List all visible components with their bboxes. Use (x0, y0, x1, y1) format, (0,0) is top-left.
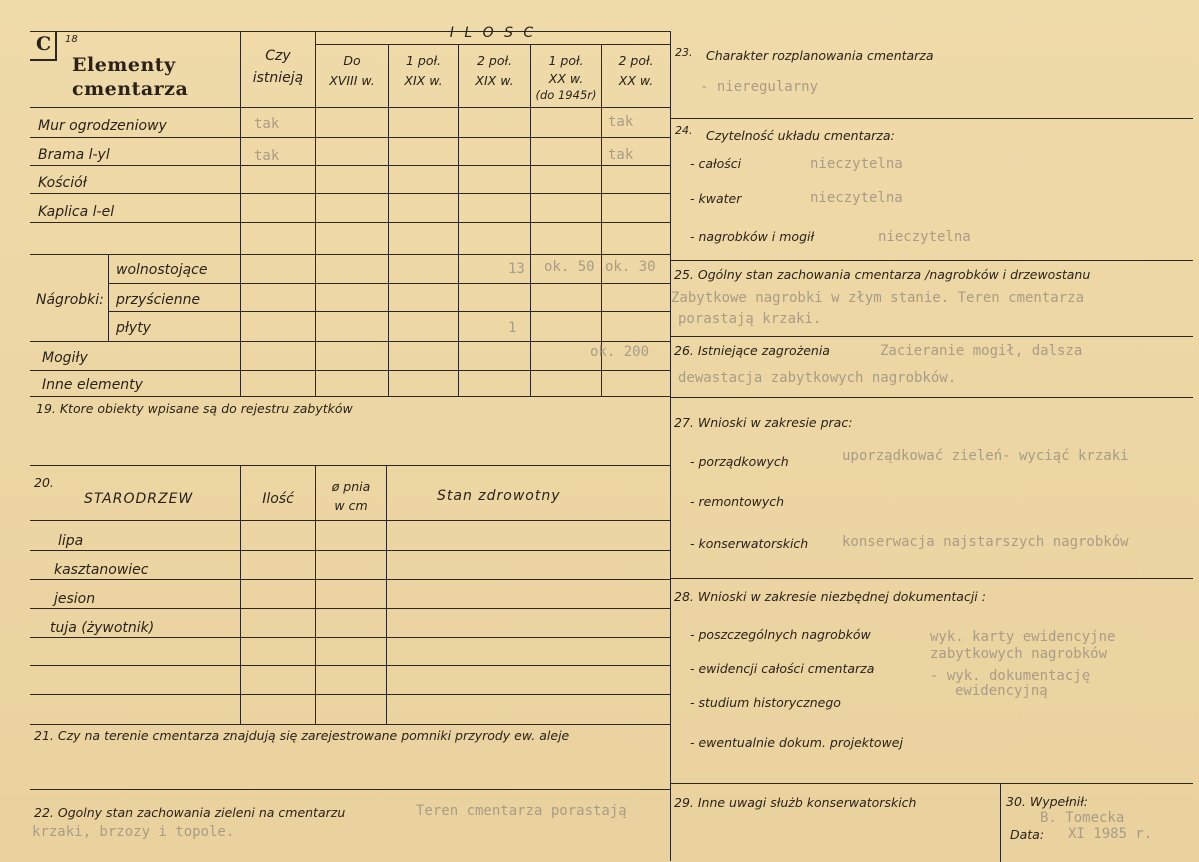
col-do-1: Do (343, 53, 361, 68)
row-rule (30, 222, 670, 223)
tree-tuja: tuja (żywotnik) (50, 620, 155, 636)
code-number: 18 (65, 34, 78, 45)
q20-col-stan-label: Stan zdrowotny (437, 488, 561, 504)
q30-label: 30. Wypełnił: (1006, 794, 1089, 809)
col-1p20-2: XX w. (548, 71, 584, 86)
q27-label: 27. Wnioski w zakresie prac: (674, 415, 853, 430)
q25-answer-1: Zabytkowe nagrobki w złym stanie. Teren cmentarza (671, 290, 1085, 306)
r-rule-24 (670, 260, 1193, 261)
q21-label: 21. Czy na terenie cmentarza znajdują się zarejestrowane pomniki przyrody ew. aleje (34, 728, 570, 743)
col-do-2: XVIII w. (329, 73, 375, 88)
row-rule (30, 396, 670, 397)
q28-label: 28. Wnioski w zakresie niezbędnej dokumentacji : (674, 589, 986, 604)
q27-porz-answer: uporządkować zieleń- wyciąć krzaki (842, 448, 1129, 464)
value-mogily: ok. 200 (590, 344, 650, 360)
code-letter: C (36, 33, 52, 55)
q20-col-ilosc-label: Ilość (262, 491, 294, 507)
row-rule (108, 311, 670, 312)
value-mur-czy: tak (254, 116, 280, 132)
q23-number: 23. (675, 46, 693, 59)
q25-answer-2: porastają krzaki. (678, 311, 822, 327)
tree-lipa: lipa (58, 533, 84, 549)
q24-nagrobkow: - nagrobków i mogił (690, 229, 815, 244)
row-rule (30, 193, 670, 194)
q20-row-rule (30, 579, 670, 580)
r-rule-26 (670, 397, 1193, 398)
label-kaplica: Kaplica l-el (38, 204, 115, 220)
q28-studium: - studium historycznego (690, 695, 841, 710)
q20-number: 20. (34, 475, 54, 490)
q26-answer-1: Zacieranie mogił, dalsza (880, 343, 1083, 359)
tree-jesion: jesion (54, 591, 96, 607)
q24-number: 24. (675, 124, 693, 137)
q28-ewid-answer-2: ewidencyjną (955, 683, 1048, 699)
q20-col-pnia-1: ø pnia (331, 479, 371, 494)
q28-ewid: - ewidencji całości cmentarza (690, 661, 875, 676)
value-wolno-2p19: 13 (508, 261, 525, 277)
q30-date-label: Data: (1010, 827, 1045, 842)
col-2p19-2: XIX w. (475, 73, 514, 88)
q24-kwater-answer: nieczytelna (810, 190, 903, 206)
q20-row-rule (30, 637, 670, 638)
q26-answer-2: dewastacja zabytkowych nagrobków. (678, 370, 957, 386)
label-mogily: Mogiły (42, 350, 88, 366)
value-wolno-2p20: ok. 30 (605, 259, 656, 275)
q28-ewent: - ewentualnie dokum. projektowej (690, 735, 903, 750)
q26-label: 26. Istniejące zagrożenia (674, 343, 830, 358)
r-rule-28 (670, 783, 1193, 784)
q20-row-rule (30, 550, 670, 551)
q27-rem: - remontowych (690, 494, 785, 509)
q28-ewid-answer-1: - wyk. dokumentację (930, 668, 1091, 684)
col-2p19-1: 2 poł. (476, 53, 513, 68)
row-rule (30, 137, 670, 138)
col-1p19-2: XIX w. (404, 73, 443, 88)
row-rule (30, 165, 670, 166)
q20-row-rule (30, 608, 670, 609)
col-czy-2: istnieją (252, 70, 304, 86)
title-line2: cmentarza (72, 78, 189, 100)
col-rule-1p19 (388, 44, 389, 397)
value-plyty-2p19: 1 (508, 320, 517, 336)
q22-answer-2: krzaki, brzozy i topole. (32, 824, 235, 840)
label-plyty: płyty (116, 320, 151, 336)
q23-answer: - nieregularny (700, 79, 819, 95)
q28-poszcz-answer-2: zabytkowych nagrobków (930, 646, 1108, 662)
q21-rule (30, 789, 670, 790)
ilosc-rule (315, 44, 670, 45)
q24-nagrobkow-answer: nieczytelna (878, 229, 971, 245)
q30-date: XI 1985 r. (1068, 826, 1153, 842)
q23-label: Charakter rozplanowania cmentarza (706, 48, 934, 63)
q24-calosci-answer: nieczytelna (810, 156, 903, 172)
q24-kwater: - kwater (690, 191, 742, 206)
col-1p20-1: 1 poł. (548, 53, 584, 68)
col-1p19-1: 1 poł. (405, 53, 442, 68)
label-kosciol: Kościół (38, 175, 87, 191)
ilosc-header: I L O S C (449, 25, 537, 41)
q29-label: 29. Inne uwagi służb konserwatorskich (674, 795, 917, 810)
col-2p20-1: 2 poł. (618, 53, 654, 68)
center-divider (670, 31, 671, 861)
value-mur-2p20: tak (608, 114, 634, 130)
q28-poszcz: - poszczególnych nagrobków (690, 627, 871, 642)
q27-kons: - konserwatorskich (690, 536, 809, 551)
q27-porz: - porządkowych (690, 454, 789, 469)
value-brama-2p20: tak (608, 147, 634, 163)
value-wolno-1p20: ok. 50 (544, 259, 595, 275)
label-inne: Inne elementy (42, 377, 143, 393)
col-1p20-3: (do 1945r) (535, 88, 597, 102)
q20-row-rule (30, 694, 670, 695)
q20-header-rule (30, 520, 670, 521)
title-line1: Elementy (72, 54, 176, 76)
q20-col-stan (386, 465, 387, 724)
row-rule (30, 370, 670, 371)
label-mur: Mur ogrodzeniowy (38, 118, 167, 134)
col-2p20-2: XX w. (618, 73, 654, 88)
r-rule-23 (670, 118, 1193, 119)
q20-col-pnia-2: w cm (334, 498, 368, 513)
tree-kasztanowiec: kasztanowiec (54, 562, 149, 578)
label-przyscienne: przyścienne (116, 292, 201, 308)
r-rule-25 (670, 336, 1193, 337)
q20-title: STARODRZEW (84, 491, 194, 507)
q22-answer-1: Teren cmentarza porastają (416, 803, 627, 819)
r-col-29-30 (1000, 783, 1001, 862)
col-czy-1: Czy (265, 48, 291, 64)
q25-label: 25. Ogólny stan zachowania cmentarza /nagrobków i drzewostanu (674, 267, 1091, 282)
q28-poszcz-answer-1: wyk. karty ewidencyjne (930, 629, 1116, 645)
q20-row-rule (30, 724, 670, 725)
q27-kons-answer: konserwacja najstarszych nagrobków (842, 534, 1129, 550)
q19-rule (30, 465, 670, 466)
q20-row-rule (30, 665, 670, 666)
row-rule (30, 107, 670, 108)
label-brama: Brama l-yl (38, 147, 110, 163)
value-brama-czy: tak (254, 148, 280, 164)
label-nagrobki: Nágrobki: (36, 292, 104, 308)
col-rule-2p19 (458, 44, 459, 397)
q24-label: Czytelność układu cmentarza: (706, 128, 895, 143)
row-rule (30, 341, 670, 342)
row-rule (108, 283, 670, 284)
row-rule (30, 254, 670, 255)
nagrobki-rule (108, 254, 109, 341)
label-wolnostojace: wolnostojące (116, 262, 208, 278)
q30-name: B. Tomecka (1040, 810, 1125, 826)
q19-label: 19. Ktore obiekty wpisane są do rejestru zabytków (36, 401, 353, 416)
q24-calosci: - całości (690, 156, 742, 171)
r-rule-27 (670, 578, 1193, 579)
q22-label: 22. Ogolny stan zachowania zieleni na cmentarzu (34, 805, 346, 820)
